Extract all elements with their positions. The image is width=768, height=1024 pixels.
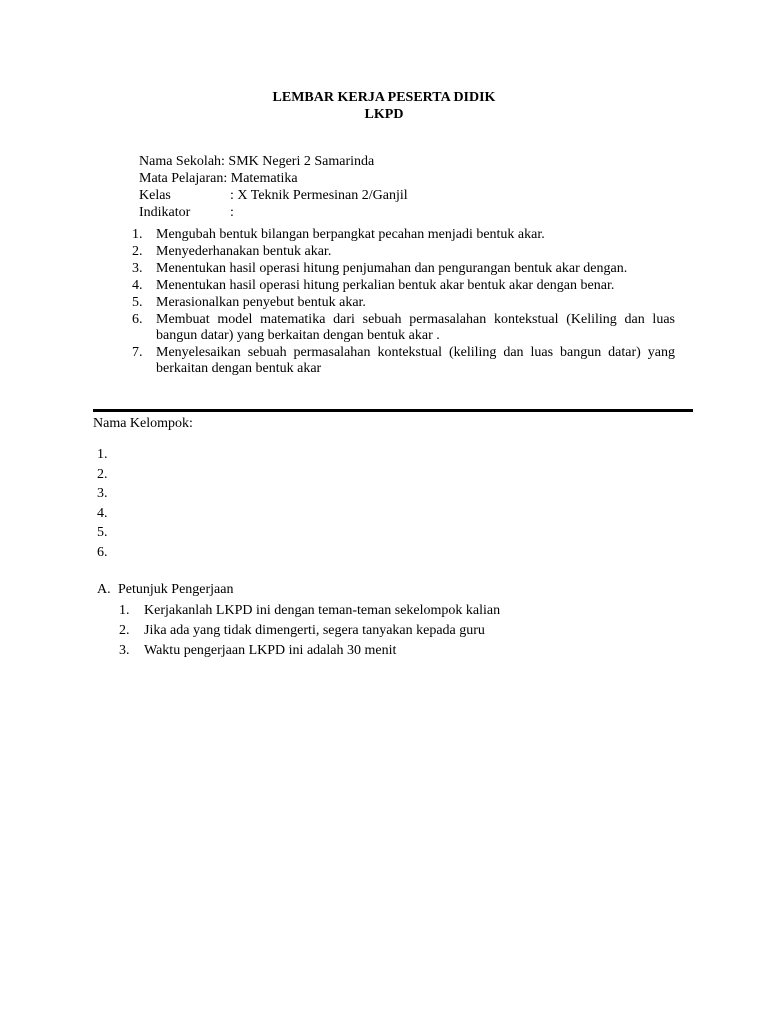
indicator-text: Menyelesaikan sebuah permasalahan kontekstual (keliling dan luas bangun datar) yang berkaitan dengan bentuk akar [156, 345, 675, 376]
indicator-number: 6. [132, 312, 143, 327]
member-slot: 1. [97, 447, 108, 462]
indicator-text: Menentukan hasil operasi hitung penjumahan dan pengurangan bentuk akar dengan. [156, 261, 628, 276]
info-row-school [139, 153, 408, 170]
indicator-text: Mengubah bentuk bilangan berpangkat pecahan menjadi bentuk akar. [156, 227, 545, 242]
indicator-text: Merasionalkan penyebut bentuk akar. [156, 295, 366, 310]
step-number: 1. [119, 603, 130, 618]
indicator-number: 2. [132, 244, 143, 259]
step-text: Kerjakanlah LKPD ini dengan teman-teman sekelompok kalian [144, 603, 501, 618]
school-info-block [139, 153, 408, 221]
step-number: 3. [119, 643, 130, 658]
indicator-text: Menentukan hasil operasi hitung perkalian bentuk akar bentuk akar dengan benar. [156, 278, 615, 293]
subject-value: : Matematika [223, 171, 298, 186]
indicator-number: 4. [132, 278, 143, 293]
indicator-number: 5. [132, 295, 143, 310]
instruction-steps [119, 602, 500, 662]
school-label: Nama Sekolah [139, 154, 222, 169]
indicator-item [132, 261, 675, 277]
step-number: 2. [119, 623, 130, 638]
instructions-heading [97, 581, 500, 598]
instruction-step [119, 642, 500, 662]
info-row-indicator [139, 204, 408, 221]
indicator-item [132, 345, 675, 377]
indicator-number: 3. [132, 261, 143, 276]
indicator-item [132, 295, 675, 311]
class-label: Kelas [139, 188, 171, 203]
indicator-item [132, 278, 675, 294]
indicator-item [132, 244, 675, 260]
member-slot: 5. [97, 525, 108, 540]
indicator-label: Indikator [139, 205, 191, 220]
member-slot: 2. [97, 466, 108, 482]
school-value: : SMK Negeri 2 Samarinda [221, 154, 375, 169]
step-text: Jika ada yang tidak dimengerti, segera tanyakan kepada guru [144, 623, 485, 638]
subject-label: Mata Pelajaran [139, 171, 224, 186]
indicator-text: Membuat model matematika dari sebuah permasalahan kontekstual (Keliling dan luas bangun datar) yang berkaitan dengan bentuk akar . [156, 312, 675, 343]
section-divider [93, 409, 693, 412]
section-letter: A. [97, 582, 111, 597]
step-text: Waktu pengerjaan LKPD ini adalah 30 menit [144, 643, 397, 658]
indicator-value: : [230, 205, 234, 220]
indicator-number: 1. [132, 227, 143, 242]
instructions-section [97, 581, 500, 662]
info-row-subject [139, 170, 408, 187]
page-title: LEMBAR KERJA PESERTA DIDIK [272, 90, 496, 105]
page-subtitle: LKPD [364, 107, 404, 122]
info-row-class [139, 187, 408, 204]
member-slot: 6. [97, 544, 108, 560]
indicator-text: Menyederhanakan bentuk akar. [156, 244, 332, 259]
member-slot: 4. [97, 505, 108, 521]
indicator-number: 7. [132, 345, 143, 360]
indicator-list [132, 227, 675, 378]
instructions-title: Petunjuk Pengerjaan [118, 582, 234, 597]
group-member-list [97, 445, 108, 562]
indicator-item [132, 227, 675, 243]
class-value: : X Teknik Permesinan 2/Ganjil [230, 188, 408, 203]
member-slot: 3. [97, 486, 108, 501]
group-name-label: Nama Kelompok: [93, 416, 193, 431]
instruction-step [119, 622, 500, 642]
indicator-item [132, 312, 675, 344]
instruction-step [119, 602, 500, 622]
